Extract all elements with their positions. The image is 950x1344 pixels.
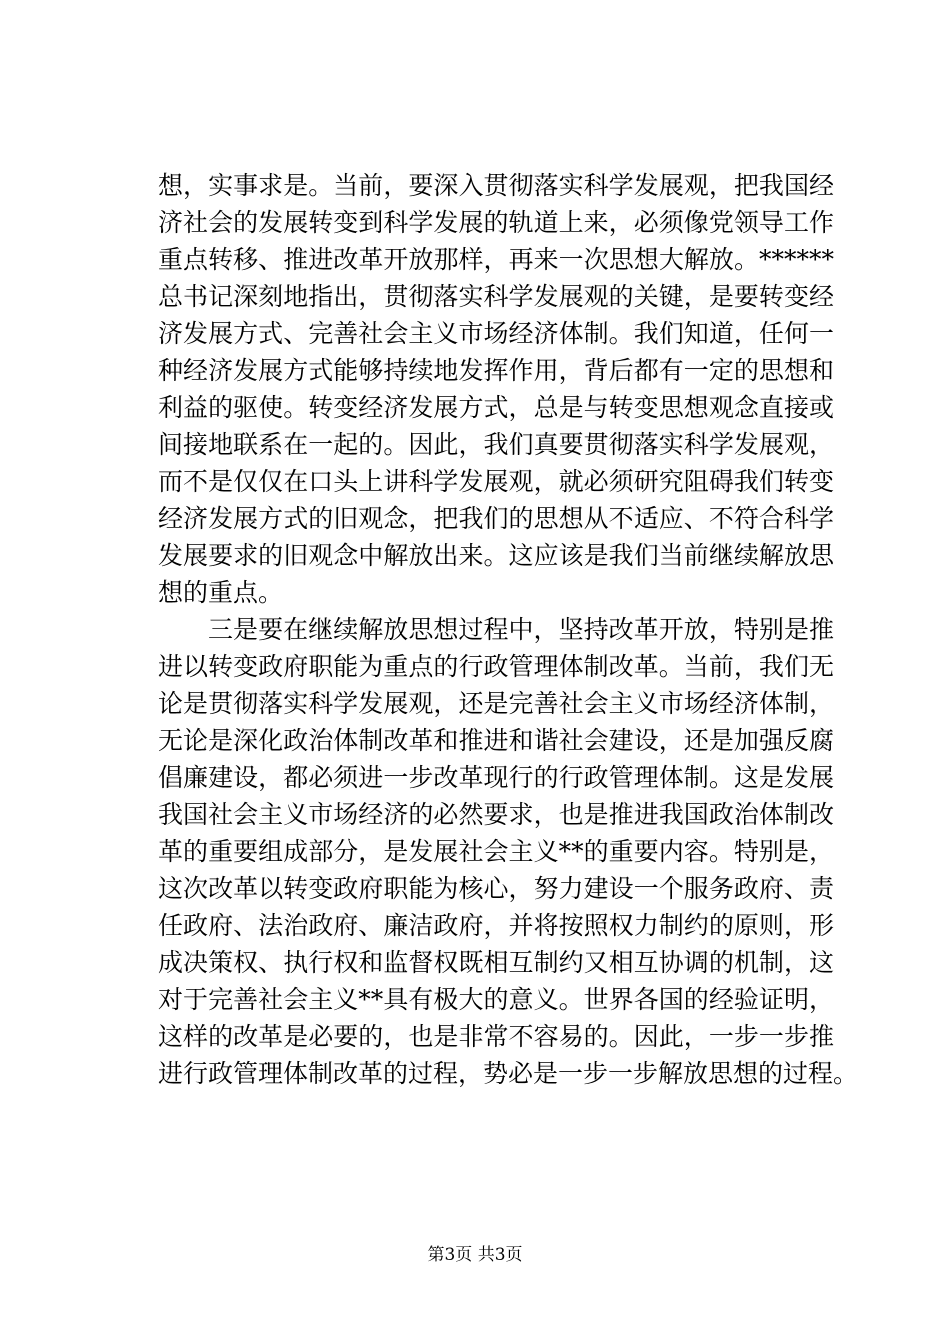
text-line: 进行政管理体制改革的过程，势必是一步一步解放思想的过程。 (158, 1059, 859, 1088)
text-line: 成决策权、执行权和监督权既相互制约又相互协调的机制，这 (158, 948, 834, 977)
text-line: 这样的改革是必要的，也是非常不容易的。因此，一步一步推 (158, 1022, 834, 1051)
paragraph (158, 611, 859, 1092)
text-line: 倡廉建设，都必须进一步改革现行的行政管理体制。这是发展 (158, 763, 834, 792)
text-line: 任政府、法治政府、廉洁政府，并将按照权力制约的原则，形 (158, 911, 834, 940)
text-line: 论是贯彻落实科学发展观，还是完善社会主义市场经济体制， (158, 689, 834, 718)
text-line: 对于完善社会主义**具有极大的意义。世界各国的经验证明， (158, 985, 834, 1014)
text-line: 我国社会主义市场经济的必然要求，也是推进我国政治体制改 (158, 800, 834, 829)
text-line: 进以转变政府职能为重点的行政管理体制改革。当前，我们无 (158, 652, 834, 681)
paragraph (158, 167, 834, 611)
text-line: 发展要求的旧观念中解放出来。这应该是我们当前继续解放思 (158, 541, 834, 570)
text-line: 济发展方式、完善社会主义市场经济体制。我们知道，任何一 (158, 319, 834, 348)
text-line: 而不是仅仅在口头上讲科学发展观，就必须研究阻碍我们转变 (158, 467, 834, 496)
text-line: 无论是深化政治体制改革和推进和谐社会建设，还是加强反腐 (158, 726, 834, 755)
text-line: 经济发展方式的旧观念，把我们的思想从不适应、不符合科学 (158, 504, 834, 533)
text-line: 想的重点。 (158, 578, 284, 607)
text-line: 三是要在继续解放思想过程中，坚持改革开放，特别是推 (208, 615, 834, 644)
text-line: 种经济发展方式能够持续地发挥作用，背后都有一定的思想和 (158, 356, 834, 385)
page-footer: 第3页 共3页 (427, 1245, 523, 1265)
text-line: 想，实事求是。当前，要深入贯彻落实科学发展观，把我国经 (158, 171, 834, 200)
text-line: 利益的驱使。转变经济发展方式，总是与转变思想观念直接或 (158, 393, 834, 422)
text-line: 间接地联系在一起的。因此，我们真要贯彻落实科学发展观， (158, 430, 834, 459)
text-line: 济社会的发展转变到科学发展的轨道上来，必须像党领导工作 (158, 208, 834, 237)
text-line: 重点转移、推进改革开放那样，再来一次思想大解放。****** (158, 245, 834, 274)
text-line: 革的重要组成部分，是发展社会主义**的重要内容。特别是， (158, 837, 834, 866)
text-line: 总书记深刻地指出，贯彻落实科学发展观的关键，是要转变经 (158, 282, 834, 311)
text-line: 这次改革以转变政府职能为核心，努力建设一个服务政府、责 (158, 874, 834, 903)
document-body (158, 167, 859, 1092)
